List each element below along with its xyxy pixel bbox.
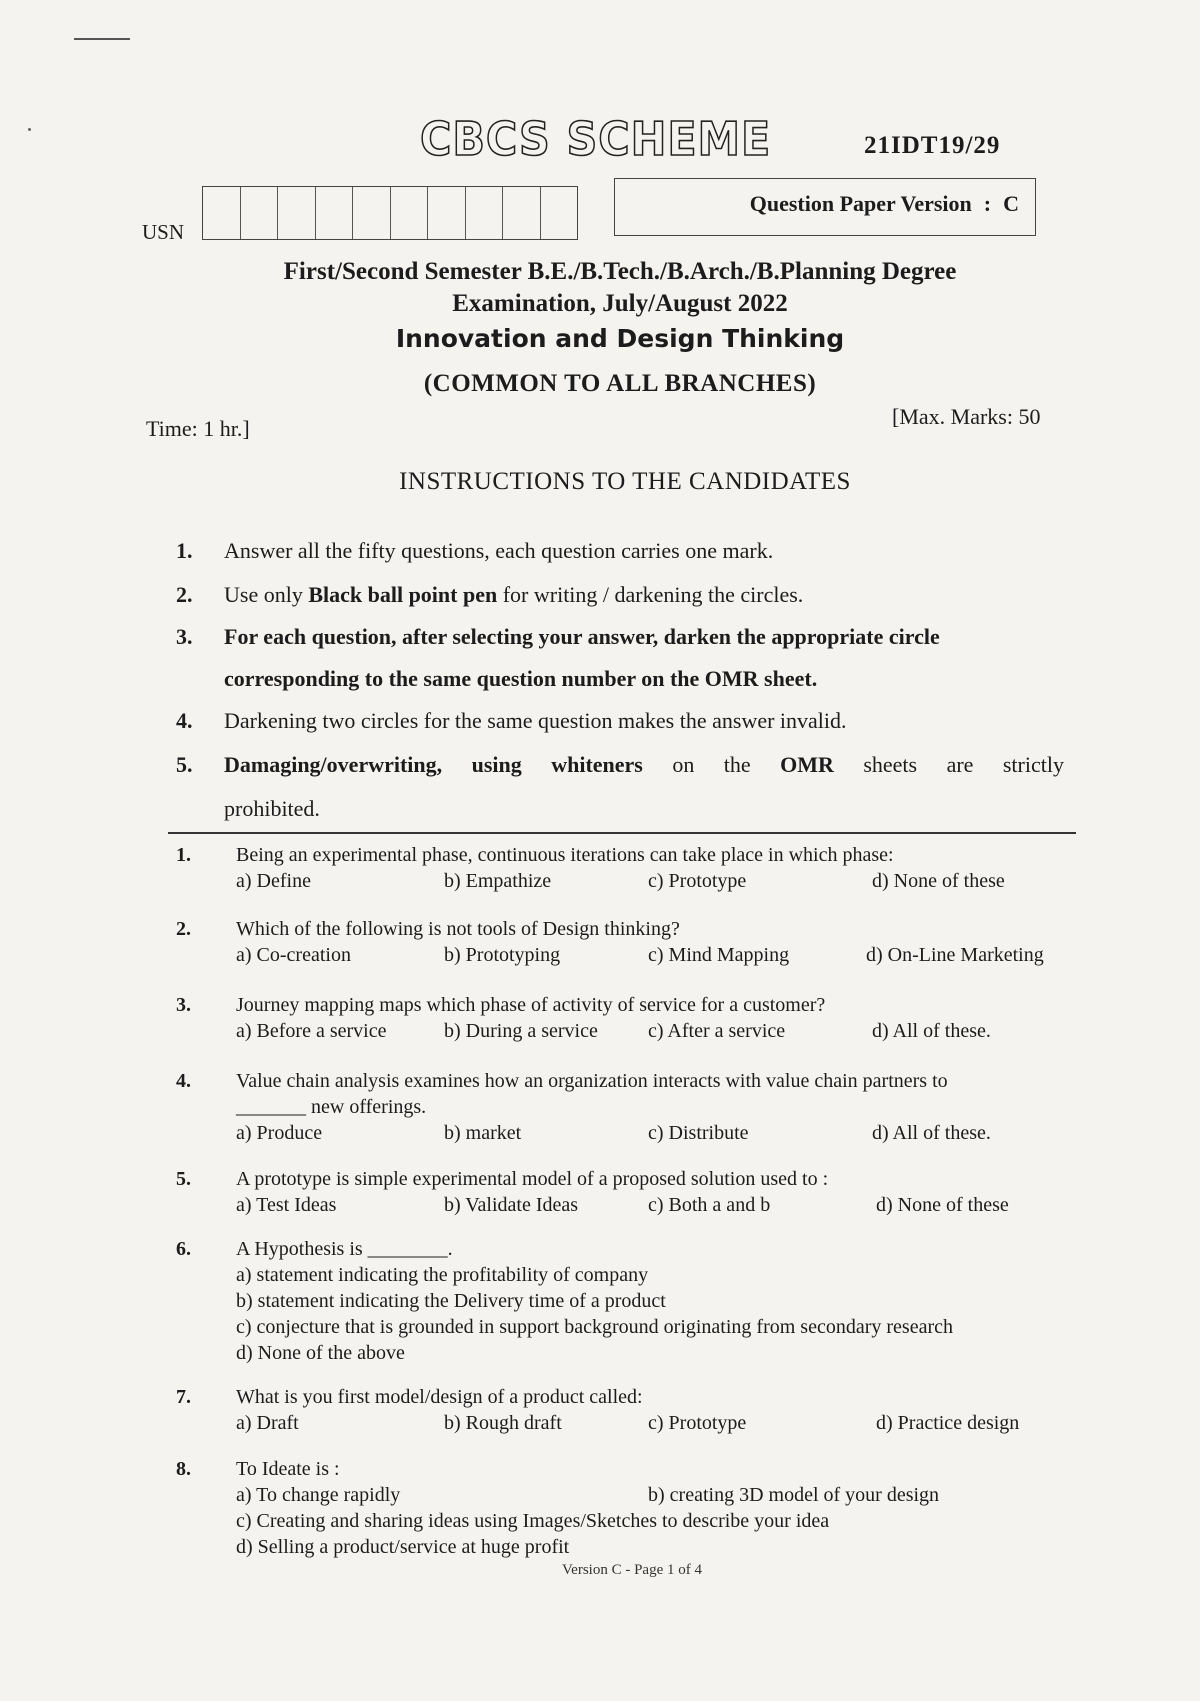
instruction-text-bold: Black ball point pen — [308, 582, 498, 607]
usn-cell — [203, 187, 241, 239]
usn-cell — [466, 187, 504, 239]
question-number: 7. — [176, 1386, 191, 1408]
section-divider — [168, 832, 1076, 834]
option-a: a) Test Ideas — [236, 1194, 337, 1216]
option-a: a) Co-creation — [236, 944, 351, 966]
version-label: Question Paper Version — [749, 191, 972, 216]
option-c: c) conjecture that is grounded in support background originating from secondary research — [236, 1316, 953, 1338]
option-a: a) To change rapidly — [236, 1484, 401, 1506]
question-text: What is you first model/design of a product called: — [236, 1386, 643, 1408]
option-d: d) Practice design — [876, 1412, 1020, 1434]
paper-code: 21IDT19/29 — [864, 132, 1001, 159]
instruction-word: sheets — [863, 752, 918, 777]
question-text: Value chain analysis examines how an organization interacts with value chain partners to — [236, 1070, 948, 1092]
question-number: 5. — [176, 1168, 191, 1190]
instruction-number: 1. — [176, 538, 193, 563]
usn-box — [202, 186, 578, 240]
question-number: 2. — [176, 918, 191, 940]
scan-mark — [74, 38, 130, 40]
option-b: b) Rough draft — [444, 1412, 562, 1434]
instruction-word: strictly — [1002, 752, 1064, 777]
usn-cell — [316, 187, 354, 239]
scan-speck — [28, 128, 31, 131]
time-duration: Time: 1 hr.] — [146, 416, 250, 441]
instruction-number: 4. — [176, 708, 193, 733]
option-c: c) Prototype — [648, 870, 747, 892]
option-d: d) On-Line Marketing — [866, 944, 1044, 966]
instruction-number: 2. — [176, 582, 193, 607]
option-d: d) None of the above — [236, 1342, 405, 1364]
question-text: To Ideate is : — [236, 1458, 340, 1480]
page-footer: Version C - Page 1 of 4 — [562, 1562, 702, 1578]
max-marks: [Max. Marks: 50 — [892, 404, 1041, 429]
usn-label: USN — [142, 220, 185, 244]
option-b: b) statement indicating the Delivery time of a product — [236, 1290, 666, 1312]
option-d: d) None of these — [876, 1194, 1009, 1216]
instruction-text-line2: corresponding to the same question number on the OMR sheet. — [224, 666, 818, 691]
scheme-title: CBCS SCHEME — [420, 112, 772, 166]
instructions-title: INSTRUCTIONS TO THE CANDIDATES — [399, 468, 851, 495]
instruction-text: Answer all the fifty questions, each question carries one mark. — [224, 538, 774, 563]
usn-cell — [428, 187, 466, 239]
instruction-word: the — [723, 752, 751, 777]
question-number: 1. — [176, 844, 191, 866]
instruction-text-post: for writing / darkening the circles. — [497, 582, 804, 607]
question-number: 6. — [176, 1238, 191, 1260]
usn-cell — [391, 187, 429, 239]
common-branches: (COMMON TO ALL BRANCHES) — [423, 370, 817, 397]
version-value: C — [1003, 191, 1019, 216]
option-c: c) Distribute — [648, 1122, 749, 1144]
option-b: b) During a service — [444, 1020, 598, 1042]
option-c: c) Mind Mapping — [648, 944, 790, 966]
option-a: a) Define — [236, 870, 311, 892]
question-text: A Hypothesis is ________. — [236, 1238, 453, 1260]
option-d: d) All of these. — [872, 1020, 991, 1042]
instruction-number: 5. — [176, 752, 193, 777]
version-box — [614, 178, 1036, 236]
usn-cell — [541, 187, 578, 239]
option-b: b) market — [444, 1122, 522, 1144]
usn-cell — [278, 187, 316, 239]
instruction-text — [224, 582, 1064, 608]
subject-title: Innovation and Design Thinking — [395, 324, 845, 353]
option-a: a) statement indicating the profitability of company — [236, 1264, 649, 1286]
option-c: c) Creating and sharing ideas using Images/Sketches to describe your idea — [236, 1510, 830, 1532]
option-a: a) Before a service — [236, 1020, 387, 1042]
option-d: d) All of these. — [872, 1122, 991, 1144]
question-text: Journey mapping maps which phase of activity of service for a customer? — [236, 994, 826, 1016]
instruction-text: Darkening two circles for the same question makes the answer invalid. — [224, 708, 847, 733]
instruction-text-line1: For each question, after selecting your answer, darken the appropriate circle — [224, 624, 940, 649]
question-text: Being an experimental phase, continuous iterations can take place in which phase: — [236, 844, 894, 866]
option-c: c) Both a and b — [648, 1194, 771, 1216]
question-number: 3. — [176, 994, 191, 1016]
instruction-word: using — [471, 752, 522, 777]
option-c: c) After a service — [648, 1020, 786, 1042]
exam-title-line2: Examination, July/August 2022 — [452, 290, 788, 317]
option-b: b) Validate Ideas — [444, 1194, 579, 1216]
usn-cell — [503, 187, 541, 239]
version-text: Question Paper Version : C — [749, 191, 1019, 216]
instruction-number: 3. — [176, 624, 193, 649]
instruction-word: are — [946, 752, 974, 777]
instruction-word: OMR — [780, 752, 834, 777]
instruction-text-line2: prohibited. — [224, 796, 320, 821]
instruction-word: on — [672, 752, 695, 777]
question-text: Which of the following is not tools of Design thinking? — [236, 918, 680, 940]
question-number: 4. — [176, 1070, 191, 1092]
instruction-text-line1 — [224, 752, 1064, 778]
question-text-continuation: _______ new offerings. — [236, 1096, 427, 1118]
option-a: a) Draft — [236, 1412, 299, 1434]
option-b: b) creating 3D model of your design — [648, 1484, 940, 1506]
option-d: d) Selling a product/service at huge profit — [236, 1536, 570, 1558]
option-d: d) None of these — [872, 870, 1005, 892]
exam-title-line1: First/Second Semester B.E./B.Tech./B.Arch./B.Planning Degree — [283, 258, 957, 285]
usn-cell — [241, 187, 279, 239]
option-b: b) Empathize — [444, 870, 552, 892]
option-a: a) Produce — [236, 1122, 323, 1144]
option-c: c) Prototype — [648, 1412, 747, 1434]
option-b: b) Prototyping — [444, 944, 561, 966]
instruction-word: Damaging/overwriting, — [224, 752, 443, 777]
instruction-word: whiteners — [551, 752, 643, 777]
question-text: A prototype is simple experimental model of a proposed solution used to : — [236, 1168, 829, 1190]
question-number: 8. — [176, 1458, 191, 1480]
instruction-text-pre: Use only — [224, 582, 309, 607]
usn-cell — [353, 187, 391, 239]
